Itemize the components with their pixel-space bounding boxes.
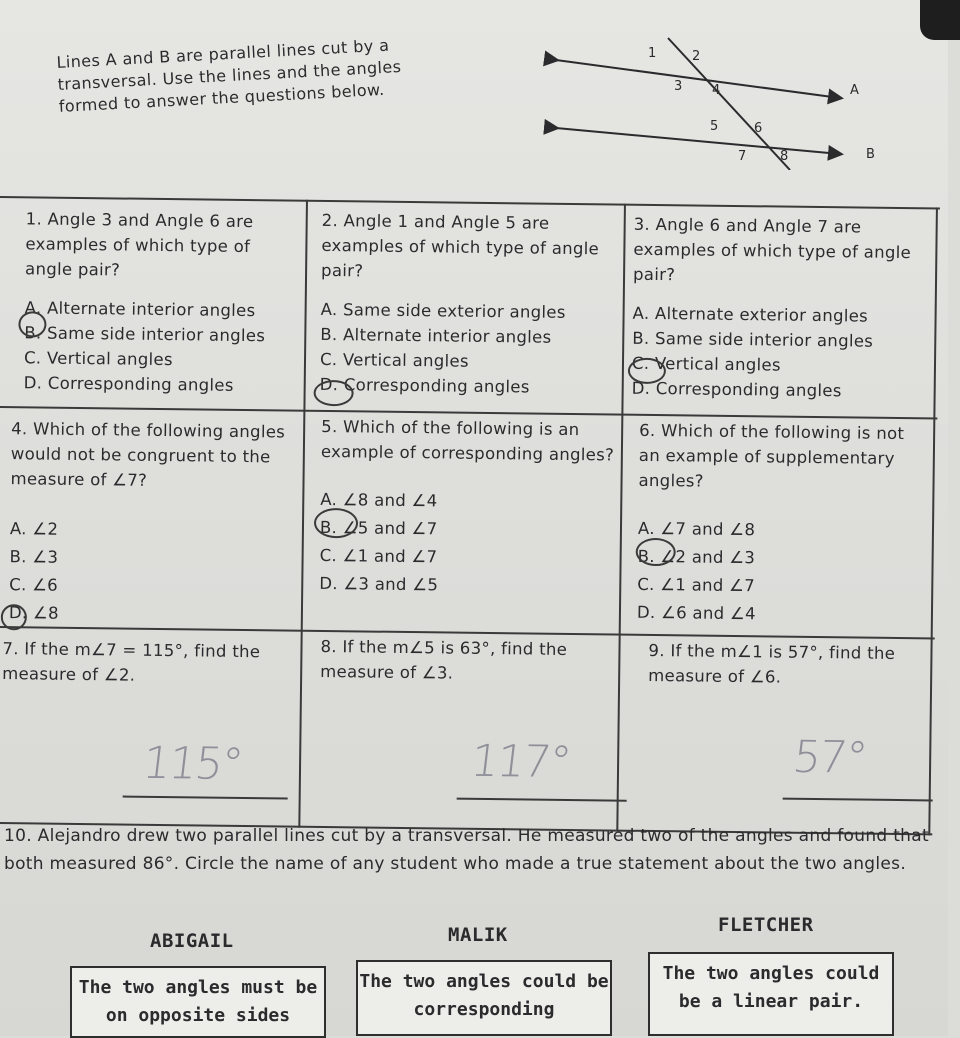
option-a[interactable]: A. ∠7 and ∠8	[637, 518, 756, 540]
option-a[interactable]: A. ∠2	[9, 519, 59, 539]
option-a[interactable]: A. Alternate exterior angles	[632, 303, 869, 326]
question-5	[319, 414, 617, 602]
angle-label-3: 3	[674, 79, 683, 94]
question-prompt: 8. If the m∠5 is 63°, find the measure of ∠3.	[320, 636, 568, 683]
angle-label-7: 7	[738, 149, 747, 164]
answer-circle	[628, 358, 666, 384]
question-prompt: 3. Angle 6 and Angle 7 are examples of which type of angle pair?	[632, 214, 912, 285]
question-prompt: 9. If the m∠1 is 57°, find the measure of ∠6.	[648, 640, 896, 687]
question-8	[320, 634, 611, 702]
question-prompt: 4. Which of the following angles would not be congruent to the measure of ∠7?	[10, 419, 286, 490]
answer-blank	[457, 798, 627, 802]
angle-label-5: 5	[710, 119, 719, 134]
question-7	[2, 636, 293, 704]
option-b[interactable]: B. Same side interior angles	[24, 323, 266, 346]
option-b[interactable]: B. Alternate interior angles	[320, 324, 552, 347]
answer-circle	[636, 538, 676, 566]
handwritten-answer: 117°	[468, 735, 573, 788]
malik-statement-box: The two angles could be corresponding	[356, 960, 612, 1036]
option-a[interactable]: A. Alternate interior angles	[24, 298, 256, 321]
line-a	[556, 60, 840, 98]
angle-label-6: 6	[754, 121, 763, 136]
line-b	[556, 128, 840, 154]
answer-blank	[783, 798, 933, 802]
option-a[interactable]: A. ∠8 and ∠4	[320, 489, 438, 511]
answer-circle	[314, 508, 358, 539]
option-c[interactable]: C. Vertical angles	[631, 353, 781, 375]
question-prompt: 5. Which of the following is an example of corresponding angles?	[320, 416, 615, 465]
transversal-line	[668, 38, 790, 170]
abigail-statement-box: The two angles must be on opposite sides	[70, 966, 326, 1038]
option-d[interactable]: D. Corresponding angles	[319, 374, 530, 397]
option-c[interactable]: C. ∠1 and ∠7	[319, 545, 438, 567]
question-3	[632, 212, 924, 405]
question-prompt: 6. Which of the following is not an example of supplementary angles?	[638, 420, 905, 491]
question-4	[9, 416, 302, 631]
question-prompt: 2. Angle 1 and Angle 5 are examples of which type of angle pair?	[320, 210, 600, 281]
background-edge	[920, 0, 960, 40]
parallel-lines-diagram	[540, 30, 890, 170]
grid-line	[616, 204, 626, 832]
grid-line	[928, 207, 938, 835]
option-b[interactable]: B. Same side interior angles	[632, 328, 874, 351]
student-name-abigail[interactable]: ABIGAIL	[150, 930, 234, 952]
angle-label-8: 8	[780, 149, 789, 164]
option-b[interactable]: B. ∠2 and ∠3	[637, 546, 756, 568]
line-label-a: A	[850, 83, 859, 98]
option-c[interactable]: C. ∠1 and ∠7	[637, 574, 756, 596]
question-9	[648, 638, 929, 705]
option-a[interactable]: A. Same side exterior angles	[320, 299, 566, 322]
option-d[interactable]: D. Corresponding angles	[631, 378, 842, 401]
question-grid	[0, 196, 948, 838]
question-prompt: 1. Angle 3 and Angle 6 are examples of which type of angle pair?	[24, 209, 254, 280]
angle-label-4: 4	[712, 83, 721, 98]
option-c[interactable]: C. ∠6	[9, 575, 59, 595]
option-d[interactable]: D. ∠8	[8, 603, 60, 623]
intro-text: Lines A and B are parallel lines cut by a transversal. Use the lines and the angles formed to answer the questions below.	[56, 35, 402, 116]
option-d[interactable]: D. Corresponding angles	[23, 373, 234, 395]
question-2	[320, 208, 612, 401]
question-1	[24, 206, 296, 398]
angle-label-2: 2	[692, 49, 701, 64]
question-6	[637, 418, 930, 631]
question-prompt: 7. If the m∠7 = 115°, find the measure of ∠2.	[2, 639, 261, 685]
angle-label-1: 1	[648, 46, 657, 61]
fletcher-statement-box: The two angles could be a linear pair.	[648, 952, 894, 1036]
option-d[interactable]: D. ∠3 and ∠5	[319, 573, 439, 595]
handwritten-answer: 115°	[140, 737, 245, 790]
handwritten-answer: 57°	[790, 731, 869, 784]
student-name-malik[interactable]: MALIK	[448, 924, 508, 946]
answer-blank	[123, 796, 288, 800]
student-name-fletcher[interactable]: FLETCHER	[718, 914, 814, 936]
option-b[interactable]: B. ∠3	[9, 547, 59, 567]
option-b[interactable]: B. ∠5 and ∠7	[319, 517, 438, 539]
option-c[interactable]: C. Vertical angles	[23, 348, 173, 370]
line-label-b: B	[866, 147, 875, 162]
option-d[interactable]: D. ∠6 and ∠4	[636, 602, 756, 624]
question-10-prompt: 10. Alejandro drew two parallel lines cut by a transversal. He measured two of the angles and found that both measured 86°. Circle the name of any student who made a true statement about the two angles.	[4, 826, 929, 874]
option-c[interactable]: C. Vertical angles	[319, 349, 469, 371]
answer-circle	[18, 311, 46, 337]
answer-circle	[313, 380, 353, 406]
